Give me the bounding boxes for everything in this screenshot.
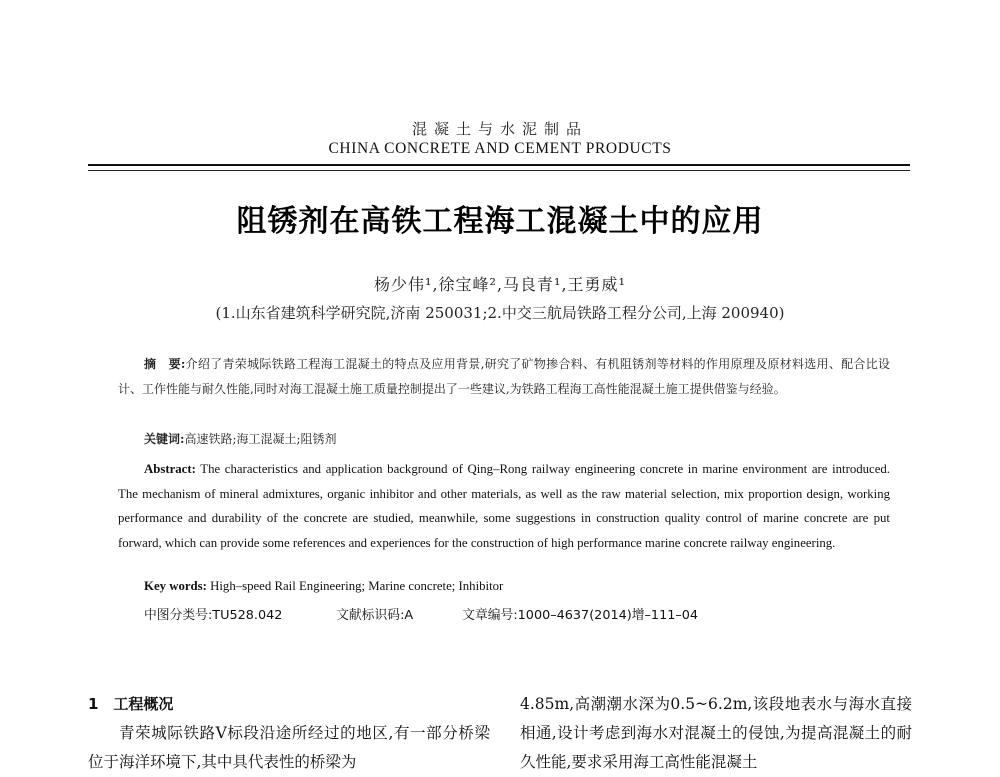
abstract-cn [118,352,890,402]
abstract-cn-text: 介绍了青荣城际铁路工程海工混凝土的特点及应用背景,研究了矿物掺合料、有机阻锈剂等材料的作用原理及原材料选用、配合比设计、工作性能与耐久性能,同时对海工混凝土施工质量控制提出了一些建议,为铁路工程海工高性能混凝土施工提供借鉴与经验。 [118,357,890,396]
keywords-en-label: Key words: [144,579,207,593]
body-text-left-column: 青荣城际铁路V标段沿途所经过的地区,有一部分桥梁位于海洋环境下,其中具代表性的桥梁为 [88,724,490,771]
keywords-cn [144,430,890,447]
keywords-en-text: High–speed Rail Engineering; Marine concrete; Inhibitor [210,579,504,593]
clc-number: 中图分类号:TU528.042 [144,608,283,623]
document-code: 文献标识码:A [336,608,414,623]
abstract-cn-label: 摘 要: [144,357,186,371]
keywords-cn-text: 高速铁路;海工混凝土;阻锈剂 [184,432,337,446]
paper-title: 阻锈剂在高铁工程海工混凝土中的应用 [236,204,764,239]
author-list: 杨少伟¹,徐宝峰²,马良青¹,王勇威¹ [374,275,626,294]
header-rule-thin [88,170,910,171]
abstract-en-text: The characteristics and application background of Qing–Rong railway engineering concrete in marine environment are introduced. The mechanism of mineral admixtures, organic inhibitor and other materials, as well as the raw material selection, mix proportion design, working performance and durability of the concrete are studied, meanwhile, some suggestions in construction quality control of marine concrete are put forward, which can provide some references and experiences for the construction of high performance marine concrete railway engineering. [118,462,890,550]
abstract-en [118,457,890,555]
journal-name-cn: 混凝土与水泥制品 [411,120,588,138]
abstract-en-label: Abstract: [144,462,196,476]
body-text-right-column: 4.85m,高潮潮水深为0.5~6.2m,该段地表水与海水直接相通,设计考虑到海水对混凝土的侵蚀,为提高混凝土的耐久性能,要求采用海工高性能混凝土 [520,695,912,771]
keywords-cn-label: 关键词: [144,432,185,446]
journal-name-en: CHINA CONCRETE AND CEMENT PRODUCTS [328,140,672,157]
header-rule-thick [88,164,910,166]
keywords-en [144,579,890,594]
classification-line [144,604,890,623]
article-number: 文章编号:1000–4637(2014)增–111–04 [462,608,699,623]
affiliations: (1.山东省建筑科学研究院,济南 250031;2.中交三航局铁路工程分公司,上海 200940) [215,304,785,322]
section-heading: 1 工程概况 [88,695,174,713]
